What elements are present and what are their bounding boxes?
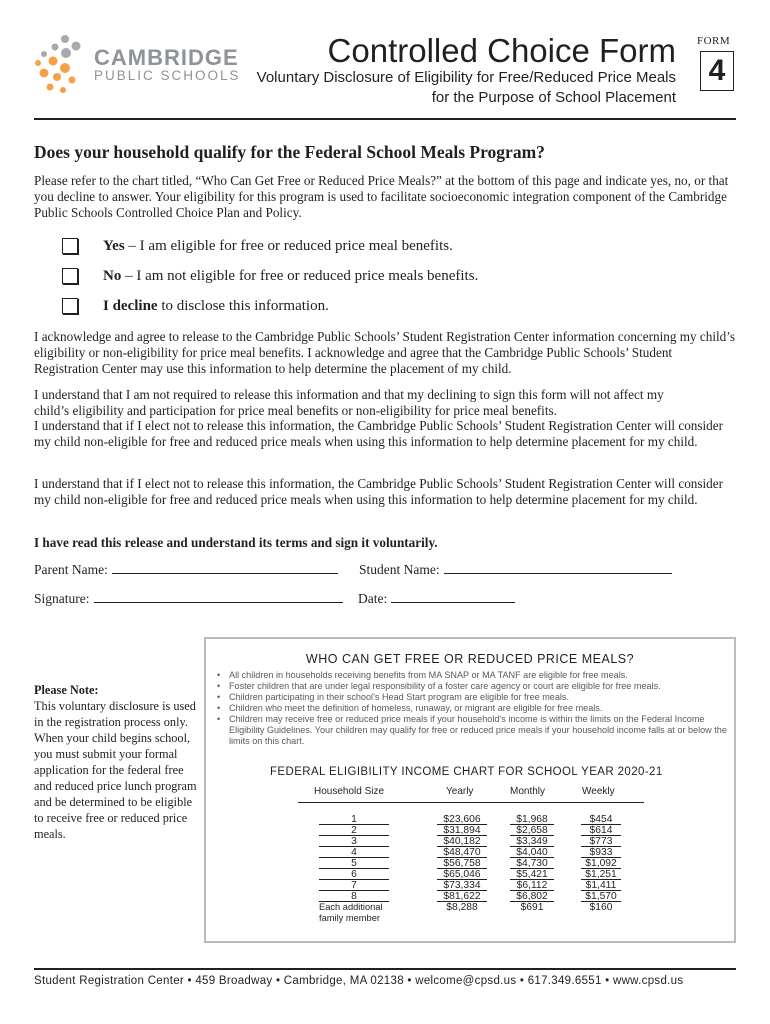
parent-name-input[interactable]	[112, 562, 338, 574]
table-cell: $160	[589, 902, 613, 913]
header-divider	[34, 118, 736, 120]
understand-paragraph-1a: I understand that I am not required to release this information and that my declining to sign this form will not affect my child’s eligibility and participation for price meal benefits or non-eligibility for price meal benefits.	[34, 387, 664, 418]
please-note	[34, 682, 199, 842]
eligibility-bullets	[217, 670, 727, 747]
table-cell: 6	[319, 869, 389, 880]
signature-label: Signature:	[34, 591, 90, 606]
parent-name-label: Parent Name:	[34, 562, 108, 577]
table-cell: $73,334	[437, 880, 487, 891]
col-header-monthly: Monthly	[510, 786, 546, 797]
table-cell: $1,251	[581, 869, 621, 880]
table-cell: 3	[319, 836, 389, 847]
table-cell: $1,968	[510, 814, 554, 825]
col-header-yearly: Yearly	[446, 786, 474, 797]
choice-no[interactable]	[62, 268, 562, 290]
weekly-column	[581, 814, 621, 913]
table-cell: $6,112	[510, 880, 554, 891]
eligibility-heading: WHO CAN GET FREE OR REDUCED PRICE MEALS?	[305, 652, 635, 666]
choice-yes[interactable]	[62, 238, 562, 260]
table-cell: 2	[319, 825, 389, 836]
list-item: • Children who meet the definition of homeless, runaway, or migrant are eligible for free meals.	[217, 703, 727, 714]
list-item: • Children participating in their school’s Head Start program are eligible for free meals.	[217, 692, 727, 703]
list-item: • Children may receive free or reduced price meals if your household’s income is within the limits on the Federal Income Eligibility Guidelines. Your children may qualify for free or reduced price meals if your household income falls at or below the limits on this chart.	[217, 714, 727, 747]
table-cell: 4	[319, 847, 389, 858]
table-cell: $2,658	[510, 825, 554, 836]
table-cell: $56,758	[437, 858, 487, 869]
page-subtitle: Voluntary Disclosure of Eligibility for Free/Reduced Price Meals for the Purpose of School Placement	[256, 69, 676, 106]
student-name-label: Student Name:	[359, 562, 440, 577]
table-cell: $691	[520, 902, 544, 913]
footer-contact: Student Registration Center • 459 Broadway • Cambridge, MA 02138 • welcome@cpsd.us • 617.349.6551 • www.cpsd.us	[34, 975, 684, 987]
monthly-column	[510, 814, 554, 913]
table-cell: 1	[319, 814, 389, 825]
please-note-title: Please Note:	[34, 683, 99, 697]
choice-decline[interactable]	[62, 298, 562, 320]
table-cell: $454	[581, 814, 621, 825]
date-input[interactable]	[391, 591, 515, 603]
cambridge-logo	[30, 32, 250, 94]
release-statement: I have read this release and understand its terms and sign it voluntarily.	[34, 535, 438, 550]
table-cell: $31,894	[437, 825, 487, 836]
table-cell: $40,182	[437, 836, 487, 847]
student-name-field[interactable]	[359, 562, 672, 578]
signature-input[interactable]	[94, 591, 343, 603]
signature-field[interactable]	[34, 591, 343, 607]
date-label: Date:	[358, 591, 388, 606]
income-chart-title: FEDERAL ELIGIBILITY INCOME CHART FOR SCHOOL YEAR 2020-21	[270, 766, 663, 778]
intro-paragraph: Please refer to the chart titled, “Who Can Get Free or Reduced Price Meals?” at the bottom of this page and indicate yes, no, or that you decline to answer. Your eligibility for this program is used to facilitate socioeconomic integration component of the Cambridge Public Schools Controlled Choice Plan and Policy.	[34, 173, 729, 220]
checkbox-yes[interactable]	[62, 238, 78, 254]
table-cell: $773	[581, 836, 621, 847]
table-cell: $4,730	[510, 858, 554, 869]
list-item: • All children in households receiving benefits from MA SNAP or MA TANF are eligible for free meals.	[217, 670, 727, 681]
table-cell: $1,570	[581, 891, 621, 902]
table-cell: $81,622	[437, 891, 487, 902]
checkbox-no[interactable]	[62, 268, 78, 284]
footer-divider	[34, 968, 736, 970]
checkbox-decline[interactable]	[62, 298, 78, 314]
table-cell: $6,802	[510, 891, 554, 902]
table-cell: $4,040	[510, 847, 554, 858]
page-title: Controlled Choice Form	[327, 32, 676, 69]
table-cell: $65,046	[437, 869, 487, 880]
logo-name: CAMBRIDGE	[94, 45, 239, 70]
choice-decline-label: I decline to disclose this information.	[103, 298, 329, 314]
understand-paragraph-2: I understand that if I elect not to release this information, the Cambridge Public Schools’ Student Registration Center will consider my child non-eligible for free and reduced price meals when using this information to help determine placement for my child.	[34, 476, 724, 507]
date-field[interactable]	[358, 591, 515, 607]
table-cell: 5	[319, 858, 389, 869]
yearly-column	[437, 814, 487, 913]
logo-subtitle: PUBLIC SCHOOLS	[94, 68, 241, 83]
parent-name-field[interactable]	[34, 562, 338, 578]
table-cell: $933	[581, 847, 621, 858]
acknowledge-paragraph: I acknowledge and agree to release to the Cambridge Public Schools’ Student Registration Center information concerning my child’s eligibility or non-eligibility for price meal benefits. I acknowledge and agree that the Cambridge Public Schools’ Student Registration Center may use this information to help determine the placement of my child.	[34, 329, 736, 376]
table-cell: $3,349	[510, 836, 554, 847]
table-cell: $1,411	[581, 880, 621, 891]
form-number: 4	[700, 51, 734, 91]
section-question: Does your household qualify for the Federal School Meals Program?	[34, 142, 545, 162]
choice-yes-label: Yes – I am eligible for free or reduced price meal benefits.	[103, 238, 453, 254]
table-cell: $1,092	[581, 858, 621, 869]
list-item: • Foster children that are under legal responsibility of a foster care agency or court are eligible for free meals.	[217, 681, 727, 692]
table-cell: $48,470	[437, 847, 487, 858]
table-cell: 7	[319, 880, 389, 891]
each-additional-label: Each additional family member	[319, 902, 383, 923]
please-note-body: This voluntary disclosure is used in the registration process only. When your child begins school, you must submit your formal application for the federal free and reduced price lunch program and be determined to be eligible to receive free or reduced price meals.	[34, 699, 197, 841]
table-cell: 8	[319, 891, 389, 902]
table-header-rule	[298, 802, 644, 803]
table-cell: $614	[581, 825, 621, 836]
logo-dots-icon	[30, 32, 90, 94]
choice-no-label: No – I am not eligible for free or reduced price meals benefits.	[103, 268, 479, 284]
table-cell: $23,606	[437, 814, 487, 825]
form-label: FORM	[697, 35, 731, 47]
col-header-weekly: Weekly	[582, 786, 615, 797]
table-cell: $8,288	[446, 902, 478, 913]
table-cell: $5,421	[510, 869, 554, 880]
col-header-household-size: Household Size	[314, 786, 385, 797]
understand-paragraph-1b: I understand that if I elect not to release this information, the Cambridge Public Schools’ Student Registration Center will consider my child non-eligible for free and reduced price meals when using this information to help determine placement for my child.	[34, 418, 724, 449]
student-name-input[interactable]	[444, 562, 672, 574]
household-size-column	[319, 814, 389, 924]
